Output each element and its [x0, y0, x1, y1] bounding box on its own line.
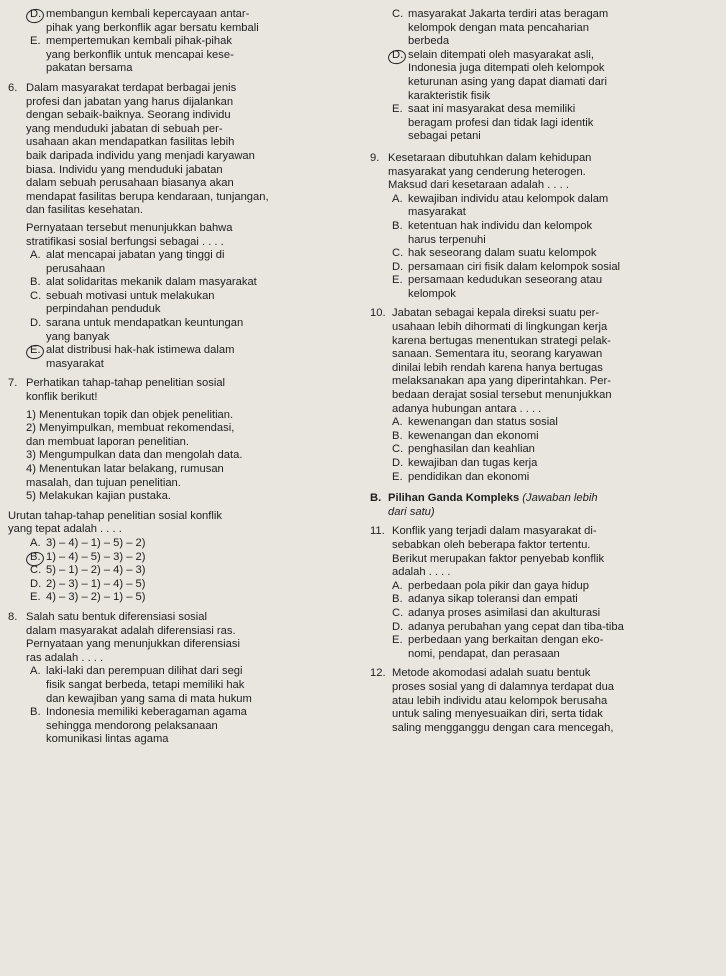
option-9d[interactable]: [370, 261, 718, 275]
option-text: keturunan asing yang dapat diamati dari: [408, 75, 608, 88]
question-number: 8.: [8, 610, 18, 623]
section-note: dari satu): [388, 505, 435, 518]
option-label: D.: [392, 620, 404, 633]
option-label: A.: [392, 416, 403, 429]
option-label: D.: [30, 8, 46, 35]
option-label: D.: [30, 577, 42, 590]
question-stem: bedaan derajat sosial tersebut menunjukkan: [392, 389, 612, 402]
option-text: masyarakat Jakarta terdiri atas beragam: [408, 8, 609, 20]
option-text: membangun kembali kepercayaan antar-: [46, 8, 250, 20]
option-text: sehingga mendorong pelaksanaan: [46, 719, 218, 732]
question-number: 10.: [370, 307, 386, 320]
step-item: dan membuat laporan penelitian.: [26, 435, 189, 448]
option-text: pendidikan dan ekonomi: [408, 470, 530, 483]
option-label: C.: [30, 289, 42, 302]
option-label: B.: [30, 276, 41, 289]
option-text: saat ini masyarakat desa memiliki: [408, 103, 576, 116]
question-stem: Salah satu bentuk diferensiasi sosial: [26, 610, 207, 623]
question-stem: dalam masyarakat adalah diferensiasi ras.: [26, 624, 236, 637]
option-8d[interactable]: [370, 49, 718, 103]
question-prompt: Urutan tahap-tahap penelitian sosial konflik: [8, 509, 222, 522]
option-label: B.: [392, 219, 403, 232]
option-text: penghasilan dan keahlian: [408, 443, 535, 456]
question-stem: biasa. Individu yang menduduki jabatan: [26, 163, 223, 176]
option-8c[interactable]: [370, 8, 718, 49]
option-8e[interactable]: [370, 103, 718, 144]
question-stem: sebabkan oleh beberapa faktor tertentu.: [392, 538, 591, 551]
option-text: hak seseorang dalam suatu kelompok: [408, 247, 597, 260]
option-6d[interactable]: [8, 317, 360, 344]
option-text: alat distribusi hak-hak istimewa dalam: [46, 344, 235, 357]
option-text: pakatan bersama: [46, 62, 133, 75]
option-11a[interactable]: [370, 580, 718, 594]
option-6e[interactable]: [8, 344, 360, 371]
question-10: [370, 307, 718, 416]
option-6b[interactable]: [8, 276, 360, 290]
option-text: fisik sangat berbeda, tetapi memiliki hak: [46, 678, 245, 691]
option-text: persamaan ciri fisik dalam kelompok sosial: [408, 260, 621, 273]
question-stem: adalah . . . .: [392, 566, 451, 579]
option-text: ketentuan hak individu dan kelompok: [408, 219, 593, 232]
question-stem: Dalam masyarakat terdapat berbagai jenis: [26, 81, 237, 94]
option-label: A.: [30, 665, 41, 678]
question-stem: mendapat fasilitas berupa kendaraan, tunjangan,: [26, 190, 269, 203]
question-stem: dan fasilitas kesehatan.: [26, 204, 143, 217]
step-item: 2) Menyimpulkan, membuat rekomendasi,: [26, 422, 235, 435]
question-stem: Metode akomodasi adalah suatu bentuk: [392, 667, 591, 680]
option-text: perpindahan penduduk: [46, 303, 161, 316]
question-number: 9.: [370, 151, 380, 164]
question-stem: dinilai lebih rendah karena hanya bertugas: [392, 361, 603, 374]
option-label: D.: [392, 260, 404, 273]
option-text: sarana untuk mendapatkan keuntungan: [46, 317, 244, 330]
option-label: A.: [30, 536, 41, 549]
question-prompt: yang tepat adalah . . . .: [8, 523, 122, 536]
right-column: [370, 8, 718, 735]
step-item: 4) Menentukan latar belakang, rumusan: [26, 463, 224, 475]
option-text: adanya perubahan yang cepat dan tiba-tiba: [408, 620, 624, 633]
option-label: E.: [30, 591, 41, 604]
option-text: perbedaan yang berkaitan dengan eko-: [408, 634, 604, 647]
option-text: alat solidaritas mekanik dalam masyarakat: [46, 276, 257, 289]
option-text: persamaan kedudukan seseorang atau: [408, 274, 603, 287]
option-text: Indonesia memiliki keberagaman agama: [46, 706, 247, 719]
option-label: C.: [392, 8, 404, 20]
option-9c[interactable]: [370, 247, 718, 261]
option-text: Indonesia juga ditempati oleh kelompok: [408, 62, 605, 75]
option-text: 3) – 4) – 1) – 5) – 2): [46, 536, 146, 549]
section-note: (Jawaban lebih: [522, 492, 598, 505]
question-stem: baik daripada individu yang menjadi karyawan: [26, 149, 255, 162]
option-text: 1) – 4) – 5) – 3) – 2): [46, 550, 146, 563]
option-10c[interactable]: [370, 443, 718, 457]
option-10d[interactable]: [370, 457, 718, 471]
question-stem: Jabatan sebagai kepala direksi suatu per-: [392, 307, 600, 320]
option-text: 4) – 3) – 2) – 1) – 5): [46, 591, 146, 604]
option-label: C.: [30, 564, 42, 577]
option-text: sebuah motivasi untuk melakukan: [46, 289, 215, 302]
option-label: A.: [392, 579, 403, 592]
question-9: [370, 152, 718, 193]
option-text: beragam profesi dan tidak lagi identik: [408, 116, 594, 129]
question-stem: ras adalah . . . .: [26, 651, 104, 664]
question-stem: melaksanakan apa yang diperintahkan. Per-: [392, 375, 611, 388]
option-7e[interactable]: [8, 591, 360, 605]
question-stem: Perhatikan tahap-tahap penelitian sosial: [26, 377, 226, 390]
option-text: kewenangan dan status sosial: [408, 416, 558, 429]
option-label: C.: [392, 443, 404, 456]
option-9e[interactable]: [370, 274, 718, 301]
option-label: B.: [30, 706, 41, 719]
option-text: perbedaan pola pikir dan gaya hidup: [408, 579, 590, 592]
step-item: 5) Melakukan kajian pustaka.: [26, 490, 171, 503]
option-text: pihak yang berkonflik agar bersatu kembali: [46, 21, 259, 34]
option-text: komunikasi lintas agama: [46, 733, 169, 746]
option-label: D.: [392, 49, 408, 103]
question-number: 6.: [8, 81, 18, 94]
option-label: E.: [392, 103, 403, 116]
option-text: harus terpenuhi: [408, 233, 486, 246]
option-7b[interactable]: [8, 551, 360, 565]
option-label: D.: [30, 317, 42, 330]
section-heading: [370, 492, 718, 519]
option-6c[interactable]: [8, 290, 360, 317]
option-text: selain ditempati oleh masyarakat asli,: [408, 48, 594, 61]
option-label: B.: [30, 551, 46, 565]
option-text: sebagai petani: [408, 130, 481, 143]
option-label: B.: [392, 593, 403, 606]
option-8a[interactable]: [8, 665, 360, 706]
question-stem: karena bertugas menentukan strategi pelak-: [392, 334, 611, 347]
question-stem: masyarakat yang cenderung heterogen.: [388, 165, 586, 178]
question-7: [8, 377, 360, 503]
question-stem: proses sosial yang di dalamnya terdapat dua: [392, 680, 615, 693]
option-label: E.: [30, 344, 46, 371]
option-label: C.: [392, 606, 404, 619]
question-stem: Berikut merupakan faktor penyebab konflik: [392, 552, 605, 565]
option-label: D.: [392, 457, 404, 469]
question-stem: untuk saling menyesuaikan diri, serta tidak: [392, 708, 603, 721]
question-stem: Konflik yang terjadi dalam masyarakat di-: [392, 525, 597, 538]
option-10a[interactable]: [370, 416, 718, 430]
option-label: E.: [392, 274, 403, 287]
option-text: laki-laki dan perempuan dilihat dari segi: [46, 665, 243, 678]
question-stem: usahaan akan mendapatkan fasilitas lebih: [26, 136, 235, 149]
question-stem: Kesetaraan dibutuhkan dalam kehidupan: [388, 151, 592, 164]
option-text: yang berkonflik untuk mencapai kese-: [46, 48, 234, 61]
question-stem: Maksud dari kesetaraan adalah . . . .: [388, 179, 569, 192]
question-stem: dengan sebaik-baiknya. Seorang individu: [26, 109, 231, 122]
question-number: 7.: [8, 377, 18, 390]
option-7d[interactable]: [8, 578, 360, 592]
option-text: masyarakat: [408, 206, 466, 219]
option-label: E.: [392, 634, 403, 647]
step-item: masalah, dan tujuan penelitian.: [26, 476, 181, 489]
option-8b[interactable]: [8, 706, 360, 747]
option-9a[interactable]: [370, 193, 718, 220]
left-column: [8, 8, 360, 747]
question-prompt: stratifikasi sosial berfungsi sebagai . . . .: [26, 235, 224, 248]
option-text: 2) – 3) – 1) – 4) – 5): [46, 577, 146, 590]
option-11e[interactable]: [370, 634, 718, 661]
option-text: kelompok: [408, 287, 456, 300]
option-label: E.: [392, 470, 403, 483]
section-title: Pilihan Ganda Kompleks: [388, 492, 520, 505]
option-text: karakteristik fisik: [408, 89, 491, 102]
option-5e[interactable]: [8, 35, 360, 76]
option-text: kewenangan dan ekonomi: [408, 429, 539, 442]
question-stem: profesi dan jabatan yang harus dijalankan: [26, 95, 234, 108]
question-stem: konflik berikut!: [26, 391, 98, 404]
question-stem: dalam sebuah perusahaan biasanya akan: [26, 177, 234, 190]
option-text: masyarakat: [46, 357, 104, 370]
option-5d[interactable]: [8, 8, 360, 35]
option-text: adanya proses asimilasi dan akulturasi: [408, 606, 601, 619]
question-number: 12.: [370, 667, 386, 680]
option-text: mempertemukan kembali pihak-pihak: [46, 35, 232, 48]
option-text: 5) – 1) – 2) – 4) – 3): [46, 564, 146, 577]
option-7a[interactable]: [8, 537, 360, 551]
question-number: 11.: [370, 525, 385, 538]
option-10e[interactable]: [370, 471, 718, 485]
option-11d[interactable]: [370, 621, 718, 635]
question-stem: atau lebih individu atau kelompok berusaha: [392, 694, 608, 707]
step-item: 1) Menentukan topik dan objek penelitian.: [26, 408, 234, 421]
section-label: B.: [370, 492, 382, 505]
option-text: adanya sikap toleransi dan empati: [408, 593, 578, 606]
option-text: kelompok dengan mata pencaharian: [408, 21, 589, 34]
question-stem: usahaan lebih dihormati di lingkungan kerja: [392, 321, 608, 334]
option-label: A.: [392, 192, 403, 205]
option-text: nomi, pendapat, dan perasaan: [408, 647, 560, 660]
option-text: yang banyak: [46, 330, 110, 343]
option-text: kewajiban individu atau kelompok dalam: [408, 192, 609, 205]
option-11b[interactable]: [370, 593, 718, 607]
option-10b[interactable]: [370, 430, 718, 444]
option-text: kewajiban dan tugas kerja: [408, 457, 538, 469]
question-stem: yang menduduki jabatan di sebuah per-: [26, 122, 223, 135]
option-label: B.: [392, 429, 403, 442]
option-6a[interactable]: [8, 249, 360, 276]
option-label: C.: [392, 247, 404, 260]
option-text: perusahaan: [46, 262, 106, 275]
question-11: [370, 525, 718, 579]
option-7c[interactable]: [8, 564, 360, 578]
option-text: dan kewajiban yang sama di mata hukum: [46, 692, 252, 705]
step-item: 3) Mengumpulkan data dan mengolah data.: [26, 449, 243, 462]
question-6: [8, 82, 360, 249]
question-stem: Pernyataan yang menunjukkan diferensiasi: [26, 638, 240, 651]
option-label: A.: [30, 249, 41, 262]
option-label: E.: [30, 35, 41, 48]
option-11c[interactable]: [370, 607, 718, 621]
question-stem: sanaan. Sementara itu, seorang karyawan: [392, 348, 603, 361]
option-text: berbeda: [408, 35, 450, 48]
option-text: alat mencapai jabatan yang tinggi di: [46, 249, 225, 262]
question-stem: adanya hubungan antara . . . .: [392, 402, 542, 415]
question-8: [8, 611, 360, 665]
question-stem: saling mengganggu dengan cara mencegah,: [392, 721, 614, 734]
question-12: [370, 667, 718, 735]
question-prompt: Pernyataan tersebut menunjukkan bahwa: [26, 221, 233, 234]
option-9b[interactable]: [370, 220, 718, 247]
